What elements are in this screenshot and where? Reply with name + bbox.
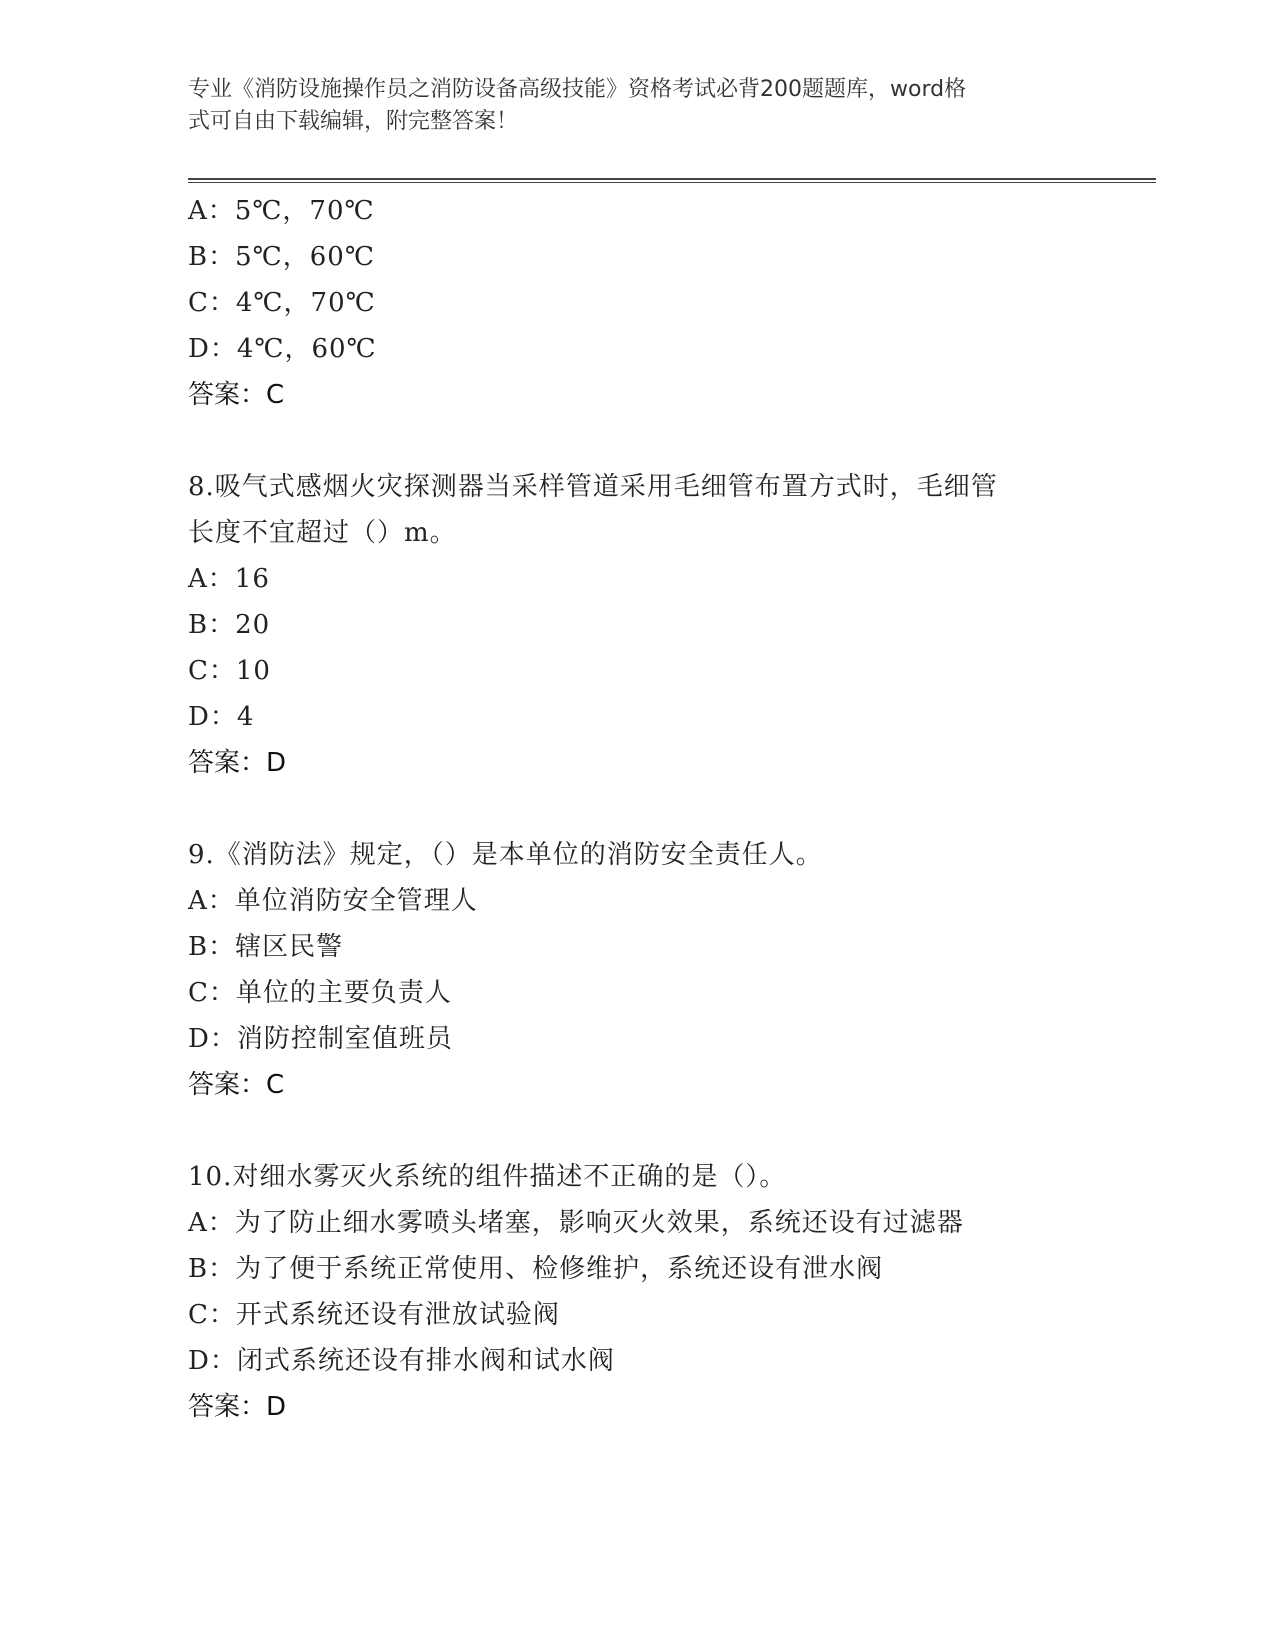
answer: 答案：D xyxy=(188,1392,287,1422)
question-8 xyxy=(188,464,1088,786)
option-d: D：消防控制室值班员 xyxy=(188,1024,453,1054)
option-c: C：4℃，70℃ xyxy=(188,288,376,318)
option-c: C：开式系统还设有泄放试验阀 xyxy=(188,1300,560,1330)
question-list xyxy=(188,188,1088,1430)
question-stem: 9.《消防法》规定，（）是本单位的消防安全责任人。 xyxy=(188,840,823,870)
option-a: A：单位消防安全管理人 xyxy=(188,886,478,916)
question-7 xyxy=(188,188,1088,418)
option-b: B：辖区民警 xyxy=(188,932,344,962)
spacer xyxy=(188,1108,1088,1154)
option-a: A：16 xyxy=(188,564,270,594)
option-b: B：20 xyxy=(188,610,271,640)
option-c: C：10 xyxy=(188,656,271,686)
question-stem-line-2: 长度不宜超过（）m。 xyxy=(188,518,457,548)
answer: 答案：D xyxy=(188,748,287,778)
option-a: A：为了防止细水雾喷头堵塞，影响灭火效果，系统还设有过滤器 xyxy=(188,1208,964,1238)
document-header xyxy=(188,74,1068,138)
header-line-2: 式可自由下载编辑，附完整答案！ xyxy=(188,109,519,134)
question-9 xyxy=(188,832,1088,1108)
option-c: C：单位的主要负责人 xyxy=(188,978,452,1008)
option-d: D：闭式系统还设有排水阀和试水阀 xyxy=(188,1346,615,1376)
spacer xyxy=(188,418,1088,464)
option-b: B：5℃，60℃ xyxy=(188,242,375,272)
question-stem-line-1: 8.吸气式感烟火灾探测器当采样管道采用毛细管布置方式时，毛细管 xyxy=(188,472,998,502)
answer: 答案：C xyxy=(188,1070,285,1100)
option-b: B：为了便于系统正常使用、检修维护，系统还设有泄水阀 xyxy=(188,1254,884,1284)
option-d: D：4 xyxy=(188,702,255,732)
header-divider xyxy=(188,178,1156,183)
header-line-1: 专业《消防设施操作员之消防设备高级技能》资格考试必背200题题库，word格 xyxy=(188,77,967,102)
question-10 xyxy=(188,1154,1088,1430)
option-a: A：5℃，70℃ xyxy=(188,196,375,226)
option-d: D：4℃，60℃ xyxy=(188,334,377,364)
answer: 答案：C xyxy=(188,380,285,410)
spacer xyxy=(188,786,1088,832)
question-stem: 10.对细水雾灭火系统的组件描述不正确的是（）。 xyxy=(188,1162,787,1192)
